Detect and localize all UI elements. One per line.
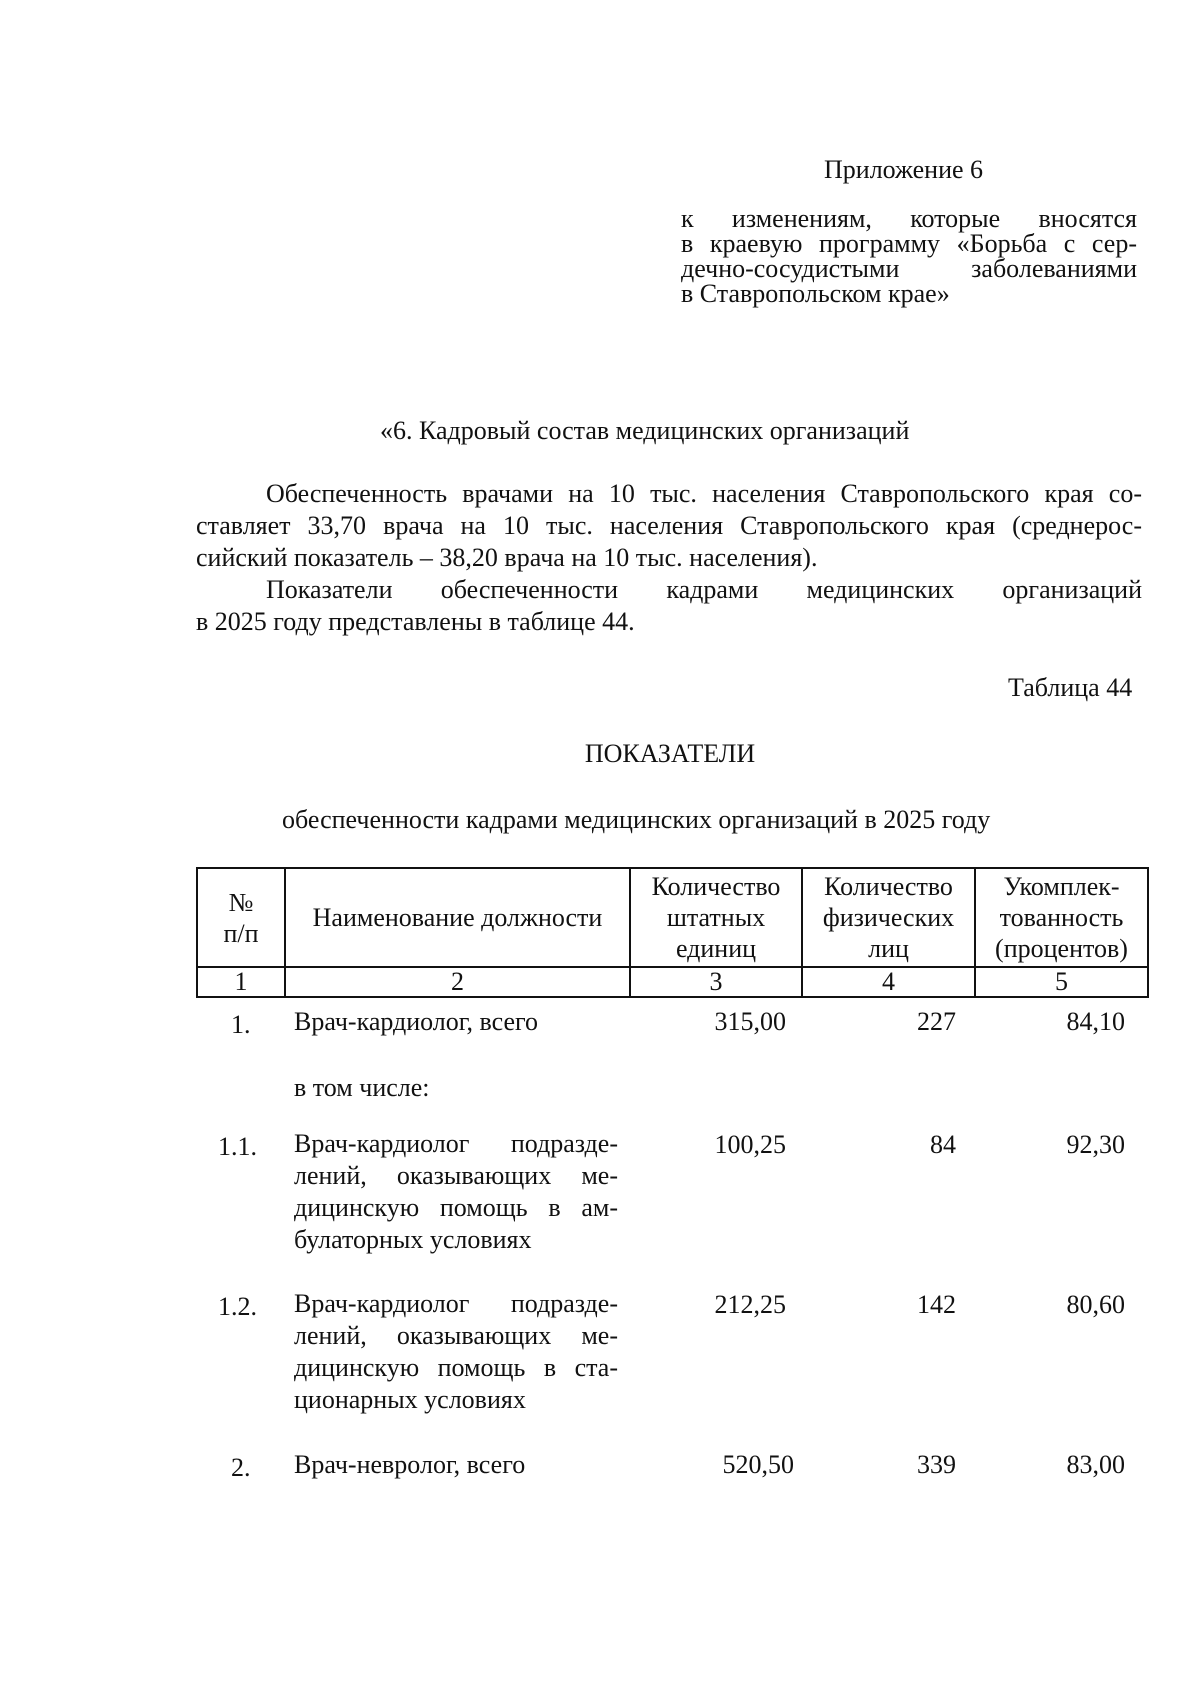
row-persons: 142 <box>917 1290 956 1319</box>
section-heading: «6. Кадровый состав медицинских организаций <box>380 416 910 445</box>
header-position: Наименование должности <box>285 868 630 967</box>
position-line: Врач-кардиолог подразде- <box>294 1129 618 1158</box>
column-number: 5 <box>975 967 1148 997</box>
position-line: в том числе: <box>294 1073 430 1102</box>
header-num-line: п/п <box>223 918 259 948</box>
row-persons: 339 <box>917 1450 956 1479</box>
header-line: лиц <box>868 934 909 963</box>
paragraph-line: сийский показатель – 38,20 врача на 10 тыс. населения). <box>196 543 818 572</box>
header-line: (процентов) <box>995 934 1128 963</box>
row-number: 1.2. <box>218 1292 257 1321</box>
column-number: 1 <box>197 967 285 997</box>
appendix-reference <box>681 206 1137 306</box>
paragraph-line: Обеспеченность врачами на 10 тыс. населения Ставропольского края со- <box>266 479 1142 508</box>
header-staffing-level <box>975 868 1148 967</box>
row-persons: 227 <box>917 1007 956 1036</box>
row-staff-units: 212,25 <box>714 1290 786 1319</box>
appendix-line: в краевую программу «Борьба с сер- <box>681 229 1137 258</box>
row-position-name <box>294 1006 618 1038</box>
paragraph-line: ставляет 33,70 врача на 10 тыс. населения Ставропольского края (среднерос- <box>196 511 1142 540</box>
header-staff-units <box>630 868 802 967</box>
row-staff-units: 100,25 <box>714 1130 786 1159</box>
header-line: Количество <box>651 872 781 901</box>
position-line: Врач-кардиолог, всего <box>294 1007 539 1036</box>
position-line: Врач-невролог, всего <box>294 1450 526 1479</box>
paragraph-doctors-ratio <box>196 478 1142 574</box>
row-staffing-level: 84,10 <box>1066 1007 1125 1036</box>
header-line: единиц <box>675 934 757 963</box>
position-line: булаторных условиях <box>294 1225 532 1254</box>
header-num-line: № <box>228 887 254 917</box>
appendix-line: дечно-сосудистыми заболеваниями <box>681 254 1137 283</box>
header-line: штатных <box>666 903 766 932</box>
staffing-table-header <box>196 867 1149 998</box>
row-position-name <box>294 1288 618 1416</box>
row-staffing-level: 80,60 <box>1066 1290 1125 1319</box>
header-line: Количество <box>824 872 953 901</box>
row-staff-units: 520,50 <box>722 1450 794 1479</box>
header-line: физических <box>822 903 955 932</box>
position-line: лений, оказывающих ме- <box>294 1161 618 1190</box>
row-persons: 84 <box>930 1130 956 1159</box>
paragraph-line: в 2025 году представлены в таблице 44. <box>196 607 635 636</box>
paragraph-line: Показатели обеспеченности кадрами медицинских организаций <box>266 575 1142 604</box>
row-number: 2. <box>231 1453 251 1482</box>
header-line: тованность <box>999 903 1124 932</box>
row-staff-units: 315,00 <box>714 1007 786 1036</box>
row-staffing-level: 92,30 <box>1066 1130 1125 1159</box>
appendix-title: Приложение 6 <box>824 155 984 184</box>
row-position-name <box>294 1449 618 1481</box>
row-number: 1. <box>231 1010 251 1039</box>
header-num <box>197 868 285 967</box>
column-number: 2 <box>285 967 630 997</box>
table-title: ПОКАЗАТЕЛИ <box>584 739 756 768</box>
row-position-name <box>294 1128 618 1256</box>
appendix-line: к изменениям, которые вносятся <box>681 204 1137 233</box>
row-number: 1.1. <box>218 1132 257 1161</box>
row-subheading <box>294 1072 618 1104</box>
header-persons <box>802 868 975 967</box>
paragraph-table-reference <box>196 574 1142 638</box>
position-line: лений, оказывающих ме- <box>294 1321 618 1350</box>
table-caption: Таблица 44 <box>1008 673 1133 702</box>
position-line: дицинскую помощь в ам- <box>294 1193 618 1222</box>
row-staffing-level: 83,00 <box>1066 1450 1125 1479</box>
appendix-line: в Ставропольском крае» <box>681 279 950 308</box>
table-subtitle: обеспеченности кадрами медицинских организаций в 2025 году <box>282 805 991 834</box>
column-number: 4 <box>802 967 975 997</box>
position-line: Врач-кардиолог подразде- <box>294 1289 618 1318</box>
column-number: 3 <box>630 967 802 997</box>
position-line: ционарных условиях <box>294 1385 526 1414</box>
header-line: Укомплек- <box>1003 872 1120 901</box>
position-line: дицинскую помощь в ста- <box>294 1353 618 1382</box>
